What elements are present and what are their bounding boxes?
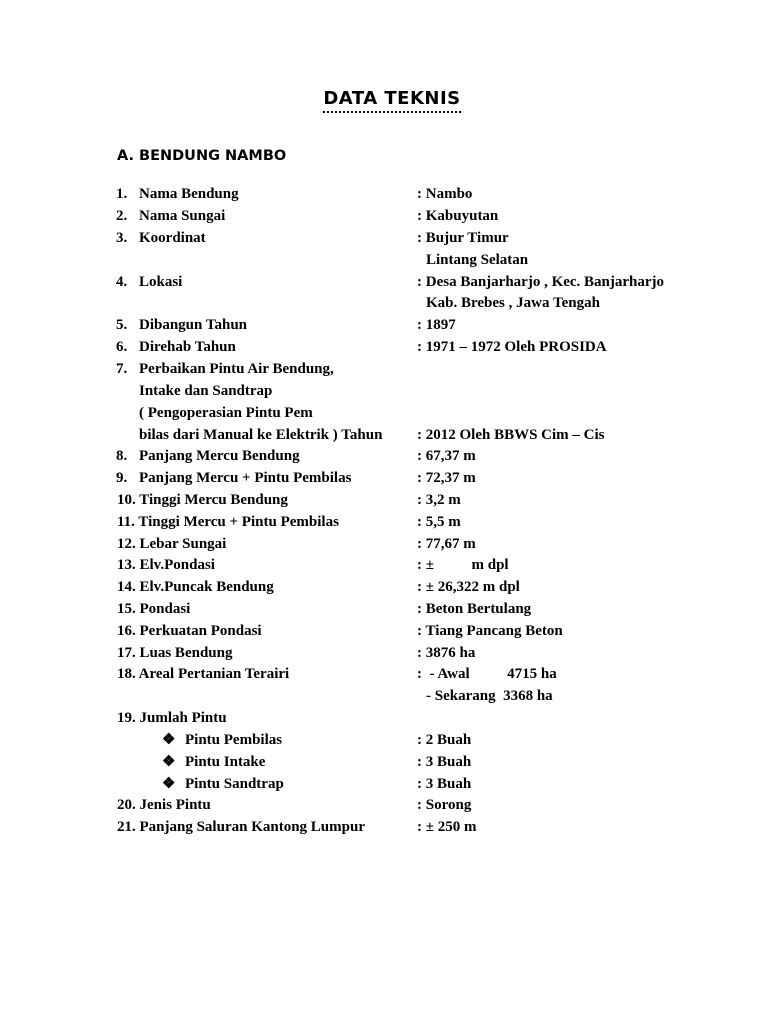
item-number: 2.	[116, 208, 128, 224]
item-value: : 3876 ha	[417, 645, 476, 661]
item-number: 4.	[116, 274, 128, 290]
item-value: : ± m dpl	[417, 557, 509, 573]
item-value: : ± 26,322 m dpl	[417, 579, 520, 595]
item-value: : 3 Buah	[417, 776, 472, 792]
item-value: : 3,2 m	[417, 492, 461, 508]
item-label: Dibangun Tahun	[139, 317, 248, 333]
section-heading: A. BENDUNG NAMBO	[117, 148, 287, 164]
item-value: : 72,37 m	[417, 470, 476, 486]
item-label-continued: bilas dari Manual ke Elektrik ) Tahun	[139, 427, 383, 443]
item-label: 17. Luas Bendung	[117, 645, 233, 661]
item-value: : 1971 – 1972 Oleh PROSIDA	[417, 339, 607, 355]
item-value-continued: - Sekarang 3368 ha	[426, 688, 553, 704]
item-label: Nama Sungai	[139, 208, 226, 224]
item-value: : Beton Bertulang	[417, 601, 532, 617]
item-label: 15. Pondasi	[117, 601, 191, 617]
item-label: Lokasi	[139, 274, 183, 290]
diamond-bullet-icon: ❖	[162, 732, 176, 748]
item-value: : 1897	[417, 317, 456, 333]
item-value: : Desa Banjarharjo , Kec. Banjarharjo	[417, 274, 665, 290]
item-value: : ± 250 m	[417, 819, 477, 835]
item-label: Nama Bendung	[139, 186, 239, 202]
item-label: 19. Jumlah Pintu	[117, 710, 227, 726]
item-value: : Tiang Pancang Beton	[417, 623, 563, 639]
item-value: : 2 Buah	[417, 732, 472, 748]
item-label: Pintu Intake	[185, 754, 266, 770]
item-number: 8.	[116, 448, 128, 464]
item-label-continued: Intake dan Sandtrap	[139, 383, 273, 399]
item-value: : 5,5 m	[417, 514, 461, 530]
item-label: 14. Elv.Puncak Bendung	[117, 579, 274, 595]
item-value: : Bujur Timur	[417, 230, 509, 246]
item-number: 5.	[116, 317, 128, 333]
item-number: 9.	[116, 470, 128, 486]
item-label: Pintu Sandtrap	[185, 776, 284, 792]
document-title-text: DATA TEKNIS	[323, 88, 460, 113]
item-value-continued: Lintang Selatan	[426, 252, 529, 268]
item-value: : 3 Buah	[417, 754, 472, 770]
item-value: : Nambo	[417, 186, 473, 202]
document-title	[0, 88, 768, 113]
item-value: : - Awal 4715 ha	[417, 666, 557, 682]
item-number: 6.	[116, 339, 128, 355]
item-label: Pintu Pembilas	[185, 732, 283, 748]
item-value: : 77,67 m	[417, 536, 476, 552]
item-value: : Sorong	[417, 797, 472, 813]
diamond-bullet-icon: ❖	[162, 754, 176, 770]
item-number: 3.	[116, 230, 128, 246]
item-value: : 2012 Oleh BBWS Cim – Cis	[417, 427, 605, 443]
item-number: 1.	[116, 186, 128, 202]
item-label: 20. Jenis Pintu	[117, 797, 211, 813]
item-label: 12. Lebar Sungai	[117, 536, 227, 552]
item-label: Panjang Mercu + Pintu Pembilas	[139, 470, 352, 486]
item-label: 13. Elv.Pondasi	[117, 557, 215, 573]
item-value-continued: Kab. Brebes , Jawa Tengah	[426, 295, 600, 311]
diamond-bullet-icon: ❖	[162, 776, 176, 792]
item-label: Perbaikan Pintu Air Bendung,	[139, 361, 334, 377]
item-value: : 67,37 m	[417, 448, 476, 464]
item-label-continued: ( Pengoperasian Pintu Pem	[139, 405, 313, 421]
item-label: 21. Panjang Saluran Kantong Lumpur	[117, 819, 365, 835]
item-label: Koordinat	[139, 230, 206, 246]
item-label: 10. Tinggi Mercu Bendung	[117, 492, 288, 508]
item-label: 16. Perkuatan Pondasi	[117, 623, 262, 639]
item-number: 7.	[116, 361, 128, 377]
item-label: 11. Tinggi Mercu + Pintu Pembilas	[117, 514, 339, 530]
item-label: Direhab Tahun	[139, 339, 236, 355]
item-label: Panjang Mercu Bendung	[139, 448, 300, 464]
item-label: 18. Areal Pertanian Terairi	[117, 666, 290, 682]
item-value: : Kabuyutan	[417, 208, 499, 224]
